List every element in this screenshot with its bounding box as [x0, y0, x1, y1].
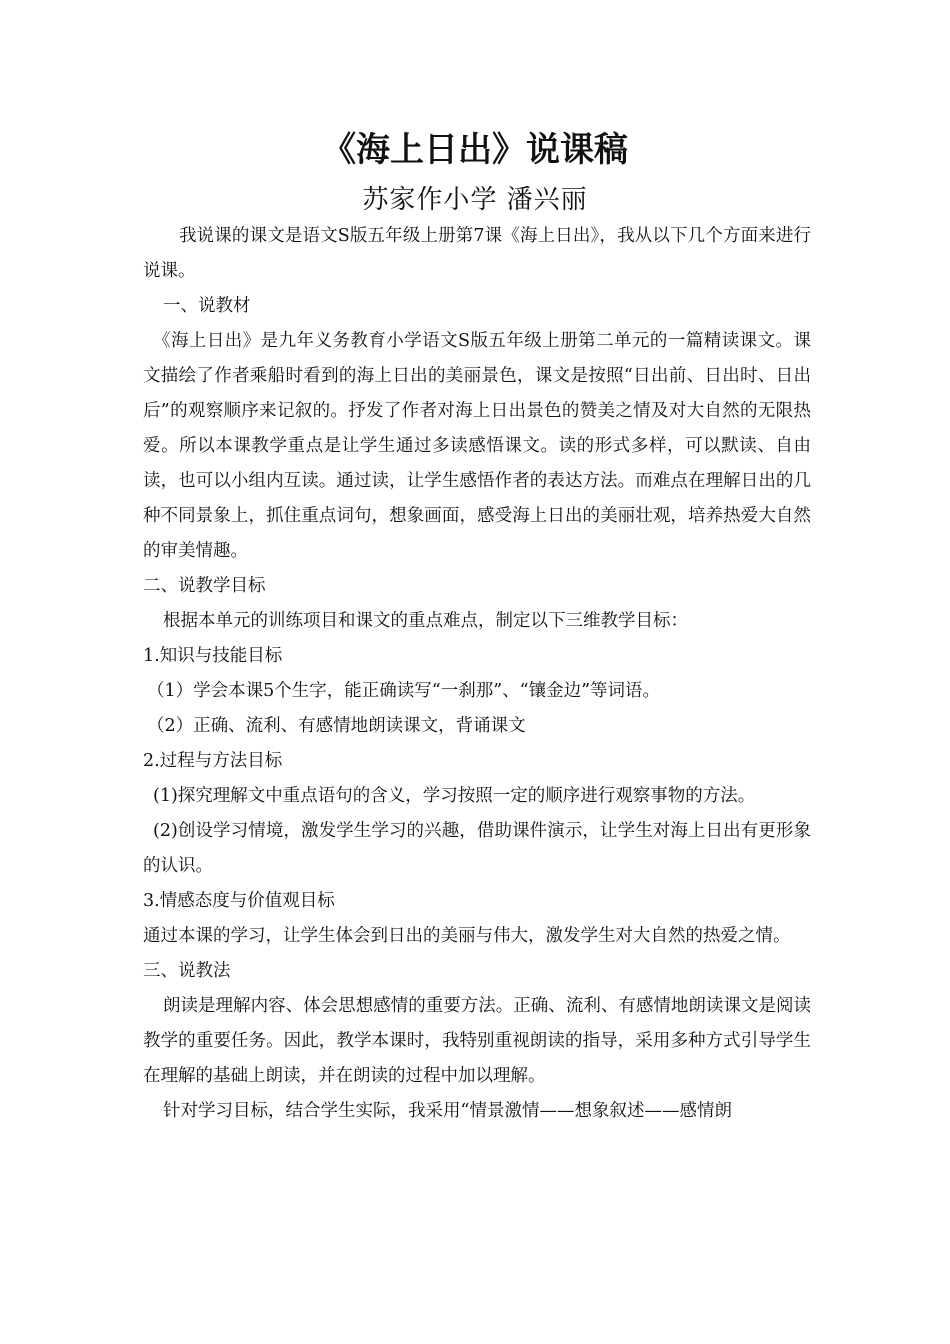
goal-item-3: 通过本课的学习，让学生体会到日出的美丽与伟大，激发学生对大自然的热爱之情。 — [143, 926, 791, 946]
paragraph-goals-intro: 根据本单元的训练项目和课文的重点难点，制定以下三维教学目标： — [163, 611, 688, 631]
goal-item-2-2: (2)创设学习情境，激发学生学习的兴趣，借助课件演示，让学生对海上日出有更形象的认识。 — [143, 821, 811, 876]
document-body — [143, 219, 811, 1129]
goal-heading-knowledge: 1.知识与技能目标 — [143, 646, 283, 666]
paragraph-teaching-method: 朗读是理解内容、体会思想感情的重要方法。正确、流利、有感情地朗读课文是阅读教学的重要任务。因此，教学本课时，我特别重视朗读的指导，采用多种方式引导学生在理解的基础上朗读，并在朗读的过程中加以理解。 — [143, 996, 811, 1086]
goal-heading-emotion: 3.情感态度与价值观目标 — [143, 891, 335, 911]
section-heading-teaching-goals: 二、说教学目标 — [143, 576, 266, 596]
goal-item-1-1: （1）学会本课5个生字，能正确读写“一刹那”、“镶金边”等词语。 — [147, 681, 661, 701]
goal-item-2-1: (1)探究理解文中重点语句的含义，学习按照一定的顺序进行观察事物的方法。 — [153, 786, 756, 806]
author-line: 苏家作小学 潘兴丽 — [362, 185, 588, 215]
goal-item-1-2: （2）正确、流利、有感情地朗读课文，背诵课文 — [147, 716, 526, 736]
document-title: 《海上日出》说课稿 — [322, 130, 628, 170]
section-heading-teaching-material: 一、说教材 — [163, 296, 251, 316]
paragraph-teaching-material: 《海上日出》是九年义务教育小学语文S版五年级上册第二单元的一篇精读课文。课文描绘了作者乘船时看到的海上日出的美丽景色，课文是按照“日出前、日出时、日出后”的观察顺序来记叙的。抒发了作者对海上日出景色的赞美之情及对大自然的无限热爱。所以本课教学重点是让学生通过多读感悟课文。读的形式多样，可以默读、自由读，也可以小组内互读。通过读，让学生感悟作者的表达方法。而难点在理解日出的几种不同景象上，抓住重点词句，想象画面，感受海上日出的美丽壮观，培养热爱大自然的审美情趣。 — [143, 331, 811, 561]
intro-paragraph: 我说课的课文是语文S版五年级上册第7课《海上日出》，我从以下几个方面来进行说课。 — [143, 226, 811, 281]
section-heading-teaching-method: 三、说教法 — [143, 961, 231, 981]
paragraph-teaching-approach: 针对学习目标，结合学生实际，我采用“情景激情——想象叙述——感情朗 — [163, 1101, 732, 1121]
goal-heading-process: 2.过程与方法目标 — [143, 751, 283, 771]
